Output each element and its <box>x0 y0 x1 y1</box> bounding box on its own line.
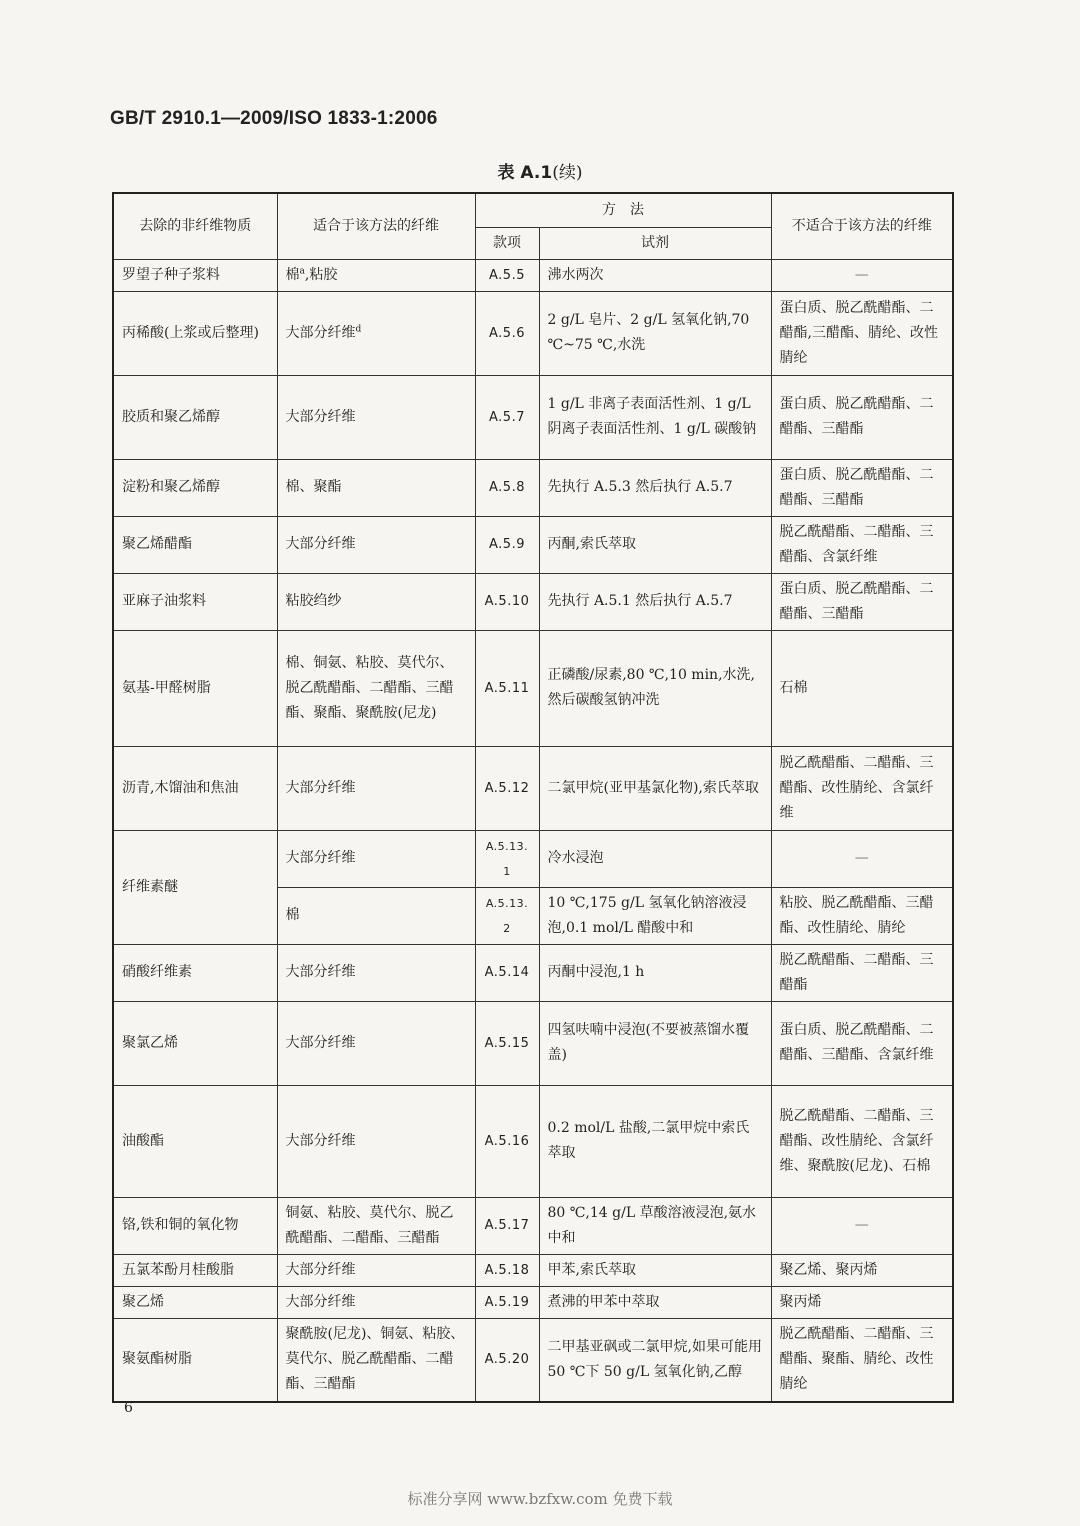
substance-cell: 铬,铁和铜的氧化物 <box>113 1197 277 1254</box>
suitable-cell: 大部分纤维 <box>277 944 475 1001</box>
table-row <box>113 1197 953 1254</box>
substance-cell: 沥青,木馏油和焦油 <box>113 746 277 830</box>
substance-cell: 纤维素醚 <box>113 830 277 944</box>
suitable-cell: 棉$^a$,粘胶 <box>277 259 475 291</box>
substance-cell: 聚氯乙烯 <box>113 1001 277 1085</box>
clause-cell: A.5.6 <box>475 291 539 375</box>
table-row <box>113 944 953 1001</box>
table-row <box>113 830 953 887</box>
reagent-cell: 二氯甲烷(亚甲基氯化物),索氏萃取 <box>539 746 771 830</box>
clause-cell: A.5.10 <box>475 573 539 630</box>
substance-cell: 五氯苯酚月桂酸脂 <box>113 1254 277 1286</box>
clause-cell: A.5.19 <box>475 1286 539 1318</box>
reagent-cell: 冷水浸泡 <box>539 830 771 887</box>
suitable-cell: 铜氨、粘胶、莫代尔、脱乙酰醋酯、二醋酯、三醋酯 <box>277 1197 475 1254</box>
substance-cell: 油酸酯 <box>113 1085 277 1197</box>
reagent-cell: 10 ℃,175 g/L 氢氧化钠溶液浸泡,0.1 mol/L 醋酸中和 <box>539 887 771 944</box>
footnote-marker: a <box>299 265 305 276</box>
table-row <box>113 1001 953 1085</box>
suitable-cell: 大部分纤维 <box>277 516 475 573</box>
reagent-cell: 80 ℃,14 g/L 草酸溶液浸泡,氨水中和 <box>539 1197 771 1254</box>
unsuitable-cell: 聚乙烯、聚丙烯 <box>771 1254 953 1286</box>
suitable-cell: 大部分纤维 <box>277 1286 475 1318</box>
substance-cell: 硝酸纤维素 <box>113 944 277 1001</box>
suitable-cell: 大部分纤维 <box>277 830 475 887</box>
reagent-cell: 1 g/L 非离子表面活性剂、1 g/L 阴离子表面活性剂、1 g/L 碳酸钠 <box>539 375 771 459</box>
unsuitable-cell: 聚丙烯 <box>771 1286 953 1318</box>
reagent-cell: 2 g/L 皂片、2 g/L 氢氧化钠,70 ℃~75 ℃,水洗 <box>539 291 771 375</box>
suitable-cell: 粘胶绉纱 <box>277 573 475 630</box>
reagent-cell: 二甲基亚砜或二氯甲烷,如果可能用 50 ℃下 50 g/L 氢氧化钠,乙醇 <box>539 1318 771 1402</box>
suitable-cell: 大部分纤维 <box>277 746 475 830</box>
clause-cell: A.5.20 <box>475 1318 539 1402</box>
suitable-cell: 大部分纤维$^d$ <box>277 291 475 375</box>
unsuitable-cell: 脱乙酰醋酯、二醋酯、三醋酯 <box>771 944 953 1001</box>
suitable-cell: 棉、聚酯 <box>277 459 475 516</box>
header-method: 方 法 <box>475 193 771 227</box>
reagent-cell: 先执行 A.5.3 然后执行 A.5.7 <box>539 459 771 516</box>
suitable-cell: 大部分纤维 <box>277 375 475 459</box>
suitable-cell: 棉 <box>277 887 475 944</box>
unsuitable-cell: 石棉 <box>771 630 953 746</box>
substance-cell: 淀粉和聚乙烯醇 <box>113 459 277 516</box>
clause-cell: A.5.5 <box>475 259 539 291</box>
fiber-removal-table <box>112 192 954 1403</box>
unsuitable-cell: — <box>771 1197 953 1254</box>
unsuitable-cell: — <box>771 259 953 291</box>
substance-cell: 聚乙烯醋酯 <box>113 516 277 573</box>
clause-cell: A.5.7 <box>475 375 539 459</box>
reagent-cell: 先执行 A.5.1 然后执行 A.5.7 <box>539 573 771 630</box>
reagent-cell: 丙酮中浸泡,1 h <box>539 944 771 1001</box>
table-row <box>113 630 953 746</box>
unsuitable-cell: — <box>771 830 953 887</box>
reagent-cell: 丙酮,索氏萃取 <box>539 516 771 573</box>
unsuitable-cell: 蛋白质、脱乙酰醋酯、二醋酯、三醋酯 <box>771 573 953 630</box>
reagent-cell: 0.2 mol/L 盐酸,二氯甲烷中索氏萃取 <box>539 1085 771 1197</box>
suitable-cell: 大部分纤维 <box>277 1085 475 1197</box>
substance-cell: 罗望子种子浆料 <box>113 259 277 291</box>
table-row <box>113 1254 953 1286</box>
table-caption-suffix: (续) <box>552 163 583 183</box>
reagent-cell: 正磷酸/尿素,80 ℃,10 min,水洗,然后碳酸氢钠冲洗 <box>539 630 771 746</box>
clause-cell: A.5.11 <box>475 630 539 746</box>
substance-cell: 氨基-甲醛树脂 <box>113 630 277 746</box>
unsuitable-cell: 粘胶、脱乙酰醋酯、三醋酯、改性腈纶、腈纶 <box>771 887 953 944</box>
table-row <box>113 459 953 516</box>
page-number: 6 <box>124 1400 133 1416</box>
substance-cell: 聚乙烯 <box>113 1286 277 1318</box>
table-row <box>113 1318 953 1402</box>
reagent-cell: 甲苯,索氏萃取 <box>539 1254 771 1286</box>
unsuitable-cell: 脱乙酰醋酯、二醋酯、三醋酯、聚酯、腈纶、改性腈纶 <box>771 1318 953 1402</box>
substance-cell: 亚麻子油浆料 <box>113 573 277 630</box>
unsuitable-cell: 蛋白质、脱乙酰醋酯、二醋酯、三醋酯 <box>771 459 953 516</box>
clause-cell: A.5.18 <box>475 1254 539 1286</box>
reagent-cell: 四氢呋喃中浸泡(不要被蒸馏水覆盖) <box>539 1001 771 1085</box>
table-row <box>113 1085 953 1197</box>
header-substance: 去除的非纤维物质 <box>113 193 277 259</box>
unsuitable-cell: 脱乙酰醋酯、二醋酯、三醋酯、含氯纤维 <box>771 516 953 573</box>
clause-cell: A.5.14 <box>475 944 539 1001</box>
clause-cell: A.5.12 <box>475 746 539 830</box>
suitable-cell: 棉、铜氨、粘胶、莫代尔、脱乙酰醋酯、二醋酯、三醋酯、聚酯、聚酰胺(尼龙) <box>277 630 475 746</box>
table-row <box>113 516 953 573</box>
suitable-cell: 聚酰胺(尼龙)、铜氨、粘胶、莫代尔、脱乙酰醋酯、二醋酯、三醋酯 <box>277 1318 475 1402</box>
header-clause: 款项 <box>475 227 539 259</box>
header-reagent: 试剂 <box>539 227 771 259</box>
unsuitable-cell: 蛋白质、脱乙酰醋酯、二醋酯、三醋酯、含氯纤维 <box>771 1001 953 1085</box>
clause-cell: A.5.13.1 <box>475 830 539 887</box>
clause-cell: A.5.8 <box>475 459 539 516</box>
substance-cell: 丙稀酸(上浆或后整理) <box>113 291 277 375</box>
table-row <box>113 375 953 459</box>
unsuitable-cell: 蛋白质、脱乙酰醋酯、二醋酯、三醋酯 <box>771 375 953 459</box>
table-row <box>113 573 953 630</box>
reagent-cell: 煮沸的甲苯中萃取 <box>539 1286 771 1318</box>
clause-cell: A.5.16 <box>475 1085 539 1197</box>
suitable-cell: 大部分纤维 <box>277 1001 475 1085</box>
unsuitable-cell: 脱乙酰醋酯、二醋酯、三醋酯、改性腈纶、含氯纤维 <box>771 746 953 830</box>
clause-cell: A.5.17 <box>475 1197 539 1254</box>
table-row <box>113 291 953 375</box>
reagent-cell: 沸水两次 <box>539 259 771 291</box>
unsuitable-cell: 蛋白质、脱乙酰醋酯、二醋酯,三醋酯、腈纶、改性腈纶 <box>771 291 953 375</box>
unsuitable-cell: 脱乙酰醋酯、二醋酯、三醋酯、改性腈纶、含氯纤维、聚酰胺(尼龙)、石棉 <box>771 1085 953 1197</box>
table-caption <box>0 158 1080 183</box>
clause-cell: A.5.9 <box>475 516 539 573</box>
table-row <box>113 1286 953 1318</box>
suitable-cell: 大部分纤维 <box>277 1254 475 1286</box>
header-unsuitable: 不适合于该方法的纤维 <box>771 193 953 259</box>
table-row <box>113 746 953 830</box>
substance-cell: 胶质和聚乙烯醇 <box>113 375 277 459</box>
standard-code: GB/T 2910.1—2009/ISO 1833-1:2006 <box>110 108 438 129</box>
watermark-text: 标准分享网 www.bzfxw.com 免费下载 <box>407 1490 673 1508</box>
footnote-marker: d <box>355 323 362 334</box>
header-suitable: 适合于该方法的纤维 <box>277 193 475 259</box>
table-caption-label: 表 A.1 <box>497 163 553 183</box>
clause-cell: A.5.15 <box>475 1001 539 1085</box>
substance-cell: 聚氨酯树脂 <box>113 1318 277 1402</box>
clause-cell: A.5.13.2 <box>475 887 539 944</box>
table-row <box>113 259 953 291</box>
